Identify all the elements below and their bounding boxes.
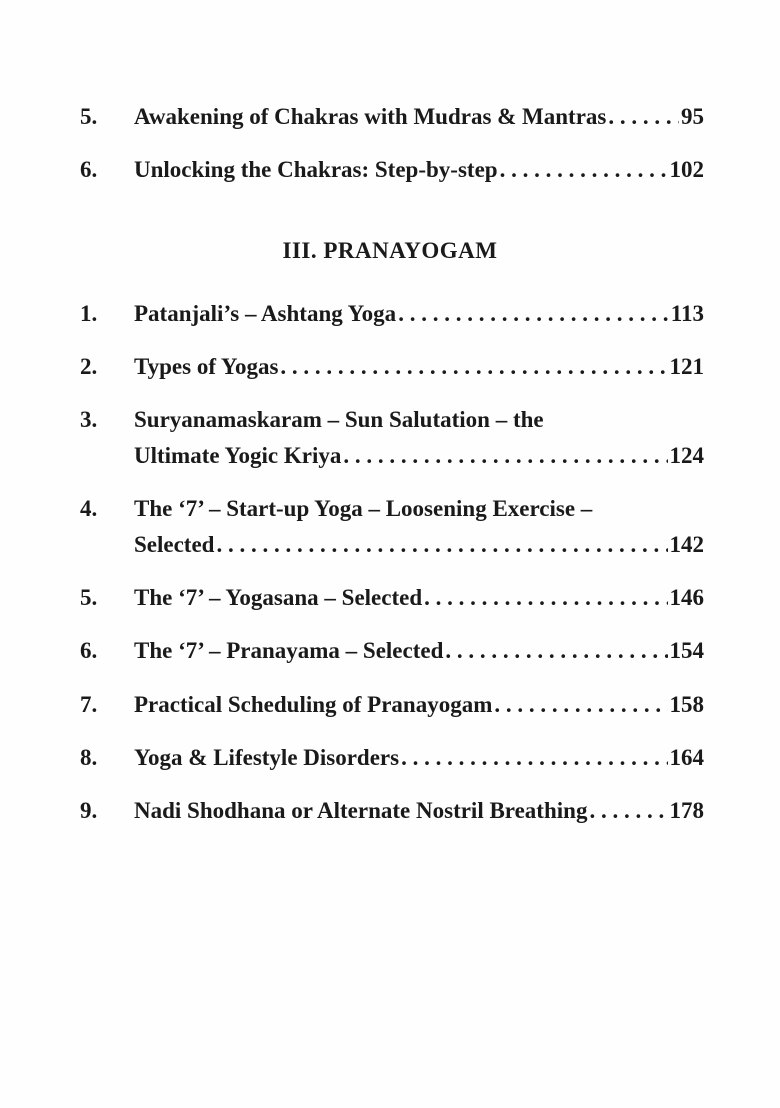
entry-title: The ‘7’ – Pranayama – Selected xyxy=(134,638,444,663)
entry-title: Nadi Shodhana or Alternate Nostril Breathing xyxy=(134,798,588,823)
entry-number: 8. xyxy=(80,745,98,770)
dot-leader xyxy=(343,439,667,473)
dot-leader xyxy=(589,794,667,828)
entry-title: Types of Yogas xyxy=(134,354,279,379)
entry-page-number: 164 xyxy=(669,745,704,770)
dot-leader xyxy=(401,741,667,775)
entry-number: 6. xyxy=(80,157,98,182)
entry-page-number: 102 xyxy=(669,157,704,182)
entry-number: 6. xyxy=(80,638,98,663)
entry-title: Ultimate Yogic Kriya xyxy=(134,443,342,468)
entry-title: Yoga & Lifestyle Disorders xyxy=(134,745,400,770)
entry-title: Selected xyxy=(134,532,215,557)
entry-title-line1: The ‘7’ – Start-up Yoga – Loosening Exercise – xyxy=(134,496,593,521)
dot-leader xyxy=(280,350,667,384)
entry-page-number: 142 xyxy=(669,532,704,557)
dot-leader xyxy=(445,634,667,668)
dot-leader xyxy=(500,153,668,187)
entry-number: 3. xyxy=(80,407,98,432)
dot-leader xyxy=(424,581,667,615)
entry-number: 9. xyxy=(80,798,98,823)
entry-page-number: 121 xyxy=(669,354,704,379)
entry-page-number: 95 xyxy=(681,104,704,129)
entry-number: 5. xyxy=(80,104,98,129)
entry-number: 2. xyxy=(80,354,98,379)
entry-number: 5. xyxy=(80,585,98,610)
entry-number: 1. xyxy=(80,301,98,326)
dot-leader xyxy=(216,528,667,562)
entry-page-number: 154 xyxy=(669,638,704,663)
dot-leader xyxy=(494,688,667,722)
entry-title: Practical Scheduling of Pranayogam xyxy=(134,692,493,717)
entry-page-number: 113 xyxy=(670,301,704,326)
entry-number: 7. xyxy=(80,692,98,717)
entry-page-number: 158 xyxy=(669,692,704,717)
entry-page-number: 178 xyxy=(669,798,704,823)
entry-page-number: 124 xyxy=(669,443,704,468)
entry-title: Unlocking the Chakras: Step-by-step xyxy=(134,157,498,182)
dot-leader xyxy=(398,297,669,331)
entry-page-number: 146 xyxy=(669,585,704,610)
dot-leader xyxy=(608,100,679,134)
section-heading: III. PRANAYOGAM xyxy=(282,238,498,263)
entry-title: Patanjali’s – Ashtang Yoga xyxy=(134,301,397,326)
entry-title-line1: Suryanamaskaram – Sun Salutation – the xyxy=(134,407,544,432)
entry-title: Awakening of Chakras with Mudras & Mantras xyxy=(134,104,607,129)
entry-number: 4. xyxy=(80,496,98,521)
entry-title: The ‘7’ – Yogasana – Selected xyxy=(134,585,423,610)
